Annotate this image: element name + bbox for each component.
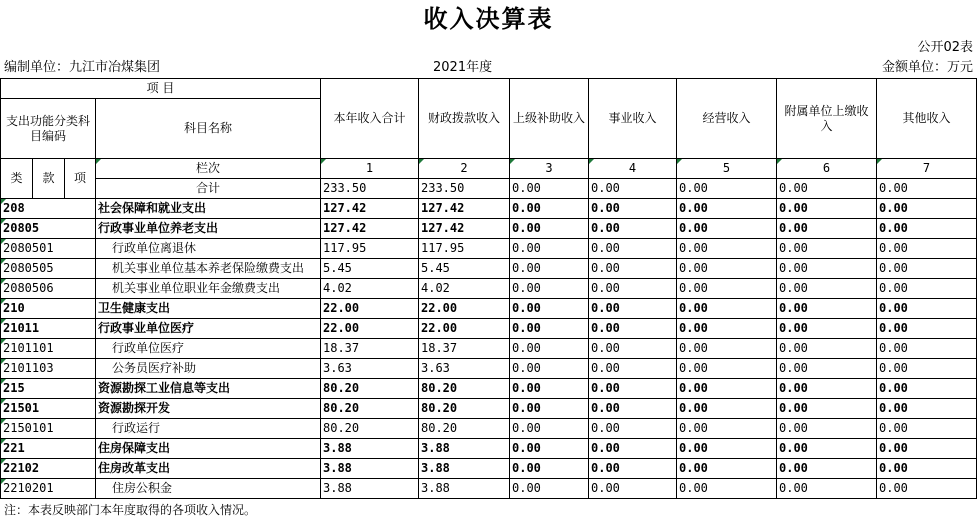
col-header-3: 上级补助收入 bbox=[510, 79, 589, 159]
amount-cell[interactable]: 3.88 bbox=[321, 479, 419, 499]
amount-cell[interactable]: 3.63 bbox=[321, 359, 419, 379]
amount-cell[interactable]: 0.00 bbox=[777, 199, 877, 219]
total-value[interactable]: 0.00 bbox=[877, 179, 977, 199]
subject-name-cell[interactable]: 资源勘探工业信息等支出 bbox=[96, 379, 321, 399]
amount-cell[interactable]: 0.00 bbox=[677, 439, 777, 459]
amount-cell[interactable]: 0.00 bbox=[877, 299, 977, 319]
item-group-header: 项 目 bbox=[1, 79, 321, 99]
col-number[interactable]: 1 bbox=[321, 159, 419, 179]
amount-cell[interactable]: 5.45 bbox=[419, 259, 510, 279]
amount-cell[interactable]: 80.20 bbox=[321, 379, 419, 399]
function-code-cell[interactable]: 21501 bbox=[1, 399, 96, 419]
subject-name-cell[interactable]: 卫生健康支出 bbox=[96, 299, 321, 319]
amount-cell[interactable]: 80.20 bbox=[419, 379, 510, 399]
amount-unit: 金额单位：万元 bbox=[881, 60, 973, 75]
amount-cell[interactable]: 0.00 bbox=[777, 419, 877, 439]
amount-cell[interactable]: 0.00 bbox=[877, 279, 977, 299]
amount-cell[interactable]: 3.63 bbox=[419, 359, 510, 379]
amount-cell[interactable]: 0.00 bbox=[677, 279, 777, 299]
amount-cell[interactable]: 0.00 bbox=[877, 199, 977, 219]
amount-cell[interactable]: 0.00 bbox=[677, 259, 777, 279]
amount-cell[interactable]: 3.88 bbox=[419, 459, 510, 479]
amount-cell[interactable]: 18.37 bbox=[419, 339, 510, 359]
amount-cell[interactable]: 0.00 bbox=[677, 319, 777, 339]
form-number: 公开02表 bbox=[917, 40, 973, 55]
amount-cell[interactable]: 3.88 bbox=[321, 439, 419, 459]
function-code-cell[interactable]: 210 bbox=[1, 299, 96, 319]
col-number[interactable]: 4 bbox=[589, 159, 677, 179]
amount-cell[interactable]: 0.00 bbox=[589, 279, 677, 299]
amount-cell[interactable]: 0.00 bbox=[877, 259, 977, 279]
amount-cell[interactable]: 0.00 bbox=[777, 239, 877, 259]
func-code-header: 支出功能分类科目编码 bbox=[1, 99, 96, 159]
amount-cell[interactable]: 0.00 bbox=[877, 439, 977, 459]
amount-cell[interactable]: 5.45 bbox=[321, 259, 419, 279]
function-code-cell[interactable]: 221 bbox=[1, 439, 96, 459]
amount-cell[interactable]: 0.00 bbox=[510, 459, 589, 479]
col-header-7: 其他收入 bbox=[877, 79, 977, 159]
function-code-cell[interactable]: 2210201 bbox=[1, 479, 96, 499]
amount-cell[interactable]: 0.00 bbox=[777, 379, 877, 399]
amount-cell[interactable]: 0.00 bbox=[677, 299, 777, 319]
amount-cell[interactable]: 127.42 bbox=[419, 219, 510, 239]
amount-cell[interactable]: 0.00 bbox=[510, 419, 589, 439]
amount-cell[interactable]: 0.00 bbox=[510, 359, 589, 379]
total-value[interactable]: 0.00 bbox=[510, 179, 589, 199]
amount-cell[interactable]: 0.00 bbox=[510, 319, 589, 339]
amount-cell[interactable]: 117.95 bbox=[321, 239, 419, 259]
amount-cell[interactable]: 0.00 bbox=[589, 239, 677, 259]
amount-cell[interactable]: 0.00 bbox=[510, 299, 589, 319]
subject-name-cell[interactable]: 社会保障和就业支出 bbox=[96, 199, 321, 219]
table-row bbox=[1, 299, 977, 319]
function-code-cell[interactable]: 22102 bbox=[1, 459, 96, 479]
subject-name-cell[interactable]: 行政事业单位养老支出 bbox=[96, 219, 321, 239]
amount-cell[interactable]: 80.20 bbox=[321, 419, 419, 439]
subject-name-cell[interactable]: 资源勘探开发 bbox=[96, 399, 321, 419]
amount-cell[interactable]: 80.20 bbox=[321, 399, 419, 419]
table-row bbox=[1, 419, 977, 439]
amount-cell[interactable]: 3.88 bbox=[419, 439, 510, 459]
amount-cell[interactable]: 127.42 bbox=[321, 199, 419, 219]
amount-cell[interactable]: 0.00 bbox=[510, 379, 589, 399]
amount-cell[interactable]: 0.00 bbox=[877, 419, 977, 439]
table-row bbox=[1, 439, 977, 459]
col-header-4: 事业收入 bbox=[589, 79, 677, 159]
table-note: 注：本表反映部门本年度取得的各项收入情况。 bbox=[4, 503, 257, 517]
amount-cell[interactable]: 0.00 bbox=[589, 259, 677, 279]
amount-cell[interactable]: 0.00 bbox=[510, 439, 589, 459]
col-header-6: 附属单位上缴收入 bbox=[777, 79, 877, 159]
amount-cell[interactable]: 0.00 bbox=[777, 399, 877, 419]
amount-cell[interactable]: 0.00 bbox=[589, 379, 677, 399]
amount-cell[interactable]: 4.02 bbox=[321, 279, 419, 299]
col-number[interactable]: 5 bbox=[677, 159, 777, 179]
amount-cell[interactable]: 0.00 bbox=[589, 479, 677, 499]
amount-cell[interactable]: 0.00 bbox=[777, 319, 877, 339]
col-number[interactable]: 7 bbox=[877, 159, 977, 179]
col-header-1: 本年收入合计 bbox=[321, 79, 419, 159]
page-title: 收入决算表 bbox=[423, 5, 554, 33]
amount-cell[interactable]: 0.00 bbox=[677, 379, 777, 399]
income-table bbox=[0, 78, 977, 499]
col-number[interactable]: 3 bbox=[510, 159, 589, 179]
amount-cell[interactable]: 0.00 bbox=[677, 339, 777, 359]
amount-cell[interactable]: 0.00 bbox=[510, 219, 589, 239]
table-row bbox=[1, 479, 977, 499]
subject-name-cell[interactable]: 行政运行 bbox=[96, 419, 321, 439]
amount-cell[interactable]: 0.00 bbox=[777, 259, 877, 279]
amount-cell[interactable]: 0.00 bbox=[589, 439, 677, 459]
function-code-cell[interactable]: 2150101 bbox=[1, 419, 96, 439]
amount-cell[interactable]: 0.00 bbox=[777, 219, 877, 239]
amount-cell[interactable]: 0.00 bbox=[510, 239, 589, 259]
table-row bbox=[1, 219, 977, 239]
subject-name-cell[interactable]: 机关事业单位基本养老保险缴费支出 bbox=[96, 259, 321, 279]
amount-cell[interactable]: 0.00 bbox=[677, 219, 777, 239]
amount-cell[interactable]: 0.00 bbox=[589, 299, 677, 319]
amount-cell[interactable]: 0.00 bbox=[677, 399, 777, 419]
function-code-cell[interactable]: 208 bbox=[1, 199, 96, 219]
amount-cell[interactable]: 0.00 bbox=[777, 459, 877, 479]
table-row bbox=[1, 279, 977, 299]
amount-cell[interactable]: 80.20 bbox=[419, 399, 510, 419]
amount-cell[interactable]: 0.00 bbox=[777, 359, 877, 379]
amount-cell[interactable]: 0.00 bbox=[589, 199, 677, 219]
amount-cell[interactable]: 0.00 bbox=[777, 299, 877, 319]
subject-name-cell[interactable]: 公务员医疗补助 bbox=[96, 359, 321, 379]
amount-cell[interactable]: 0.00 bbox=[510, 259, 589, 279]
function-code-cell[interactable]: 2101103 bbox=[1, 359, 96, 379]
amount-cell[interactable]: 0.00 bbox=[589, 399, 677, 419]
function-code-cell[interactable]: 2080506 bbox=[1, 279, 96, 299]
table-row bbox=[1, 399, 977, 419]
amount-cell[interactable]: 0.00 bbox=[510, 399, 589, 419]
lanci-cell[interactable]: 栏次 bbox=[96, 159, 321, 179]
amount-cell[interactable]: 0.00 bbox=[510, 479, 589, 499]
col-header-2: 财政拨款收入 bbox=[419, 79, 510, 159]
amount-cell[interactable]: 127.42 bbox=[321, 219, 419, 239]
amount-cell[interactable]: 0.00 bbox=[777, 479, 877, 499]
subject-name-cell[interactable]: 机关事业单位职业年金缴费支出 bbox=[96, 279, 321, 299]
amount-cell[interactable]: 80.20 bbox=[419, 419, 510, 439]
amount-cell[interactable]: 22.00 bbox=[321, 319, 419, 339]
table-row bbox=[1, 379, 977, 399]
amount-cell[interactable]: 22.00 bbox=[321, 299, 419, 319]
amount-cell[interactable]: 0.00 bbox=[510, 339, 589, 359]
amount-cell[interactable]: 22.00 bbox=[419, 319, 510, 339]
subject-name-cell[interactable]: 行政事业单位医疗 bbox=[96, 319, 321, 339]
function-code-cell[interactable]: 21011 bbox=[1, 319, 96, 339]
amount-cell[interactable]: 0.00 bbox=[677, 199, 777, 219]
amount-cell[interactable]: 0.00 bbox=[510, 279, 589, 299]
amount-cell[interactable]: 0.00 bbox=[589, 319, 677, 339]
subject-name-cell[interactable]: 住房公积金 bbox=[96, 479, 321, 499]
col-header-5: 经营收入 bbox=[677, 79, 777, 159]
total-value[interactable]: 0.00 bbox=[589, 179, 677, 199]
amount-cell[interactable]: 0.00 bbox=[589, 359, 677, 379]
xiang-header: 项 bbox=[65, 159, 96, 199]
table-row bbox=[1, 359, 977, 379]
function-code-cell[interactable]: 20805 bbox=[1, 219, 96, 239]
amount-cell[interactable]: 0.00 bbox=[510, 199, 589, 219]
meta-row bbox=[0, 58, 977, 78]
total-value[interactable]: 0.00 bbox=[777, 179, 877, 199]
amount-cell[interactable]: 0.00 bbox=[589, 459, 677, 479]
amount-cell[interactable]: 0.00 bbox=[877, 339, 977, 359]
function-code-cell[interactable]: 215 bbox=[1, 379, 96, 399]
amount-cell[interactable]: 0.00 bbox=[677, 459, 777, 479]
function-code-cell[interactable]: 2080505 bbox=[1, 259, 96, 279]
amount-cell[interactable]: 0.00 bbox=[877, 319, 977, 339]
subject-name-cell[interactable]: 行政单位离退休 bbox=[96, 239, 321, 259]
total-value[interactable]: 233.50 bbox=[321, 179, 419, 199]
amount-cell[interactable]: 0.00 bbox=[877, 219, 977, 239]
total-value[interactable]: 233.50 bbox=[419, 179, 510, 199]
amount-cell[interactable]: 0.00 bbox=[677, 479, 777, 499]
subject-name-cell[interactable]: 行政单位医疗 bbox=[96, 339, 321, 359]
total-label[interactable]: 合计 bbox=[96, 179, 321, 199]
amount-cell[interactable]: 127.42 bbox=[419, 199, 510, 219]
amount-cell[interactable]: 18.37 bbox=[321, 339, 419, 359]
amount-cell[interactable]: 0.00 bbox=[877, 379, 977, 399]
amount-cell[interactable]: 22.00 bbox=[419, 299, 510, 319]
amount-cell[interactable]: 0.00 bbox=[777, 339, 877, 359]
subject-name-header: 科目名称 bbox=[96, 99, 321, 159]
amount-cell[interactable]: 0.00 bbox=[677, 359, 777, 379]
function-code-cell[interactable]: 2101101 bbox=[1, 339, 96, 359]
amount-cell[interactable]: 0.00 bbox=[877, 399, 977, 419]
table-row bbox=[1, 339, 977, 359]
table-row bbox=[1, 259, 977, 279]
total-value[interactable]: 0.00 bbox=[677, 179, 777, 199]
amount-cell[interactable]: 0.00 bbox=[677, 419, 777, 439]
amount-cell[interactable]: 0.00 bbox=[589, 419, 677, 439]
amount-cell[interactable]: 3.88 bbox=[419, 479, 510, 499]
amount-cell[interactable]: 0.00 bbox=[589, 339, 677, 359]
subject-name-cell[interactable]: 住房保障支出 bbox=[96, 439, 321, 459]
amount-cell[interactable]: 0.00 bbox=[877, 479, 977, 499]
table-row bbox=[1, 239, 977, 259]
subject-name-cell[interactable]: 住房改革支出 bbox=[96, 459, 321, 479]
table-row bbox=[1, 199, 977, 219]
fiscal-year: 2021年度 bbox=[433, 60, 493, 75]
function-code-cell[interactable]: 2080501 bbox=[1, 239, 96, 259]
amount-cell[interactable]: 0.00 bbox=[877, 359, 977, 379]
amount-cell[interactable]: 3.88 bbox=[321, 459, 419, 479]
col-number[interactable]: 6 bbox=[777, 159, 877, 179]
amount-cell[interactable]: 0.00 bbox=[877, 459, 977, 479]
table-row bbox=[1, 459, 977, 479]
amount-cell[interactable]: 0.00 bbox=[677, 239, 777, 259]
col-number[interactable]: 2 bbox=[419, 159, 510, 179]
kuan-header: 款 bbox=[33, 159, 65, 199]
amount-cell[interactable]: 0.00 bbox=[589, 219, 677, 239]
amount-cell[interactable]: 0.00 bbox=[777, 279, 877, 299]
amount-cell[interactable]: 4.02 bbox=[419, 279, 510, 299]
table-row bbox=[1, 319, 977, 339]
amount-cell[interactable]: 0.00 bbox=[777, 439, 877, 459]
lei-header: 类 bbox=[1, 159, 33, 199]
amount-cell[interactable]: 0.00 bbox=[877, 239, 977, 259]
amount-cell[interactable]: 117.95 bbox=[419, 239, 510, 259]
compiling-unit: 编制单位：九江市冶煤集团 bbox=[4, 60, 161, 75]
